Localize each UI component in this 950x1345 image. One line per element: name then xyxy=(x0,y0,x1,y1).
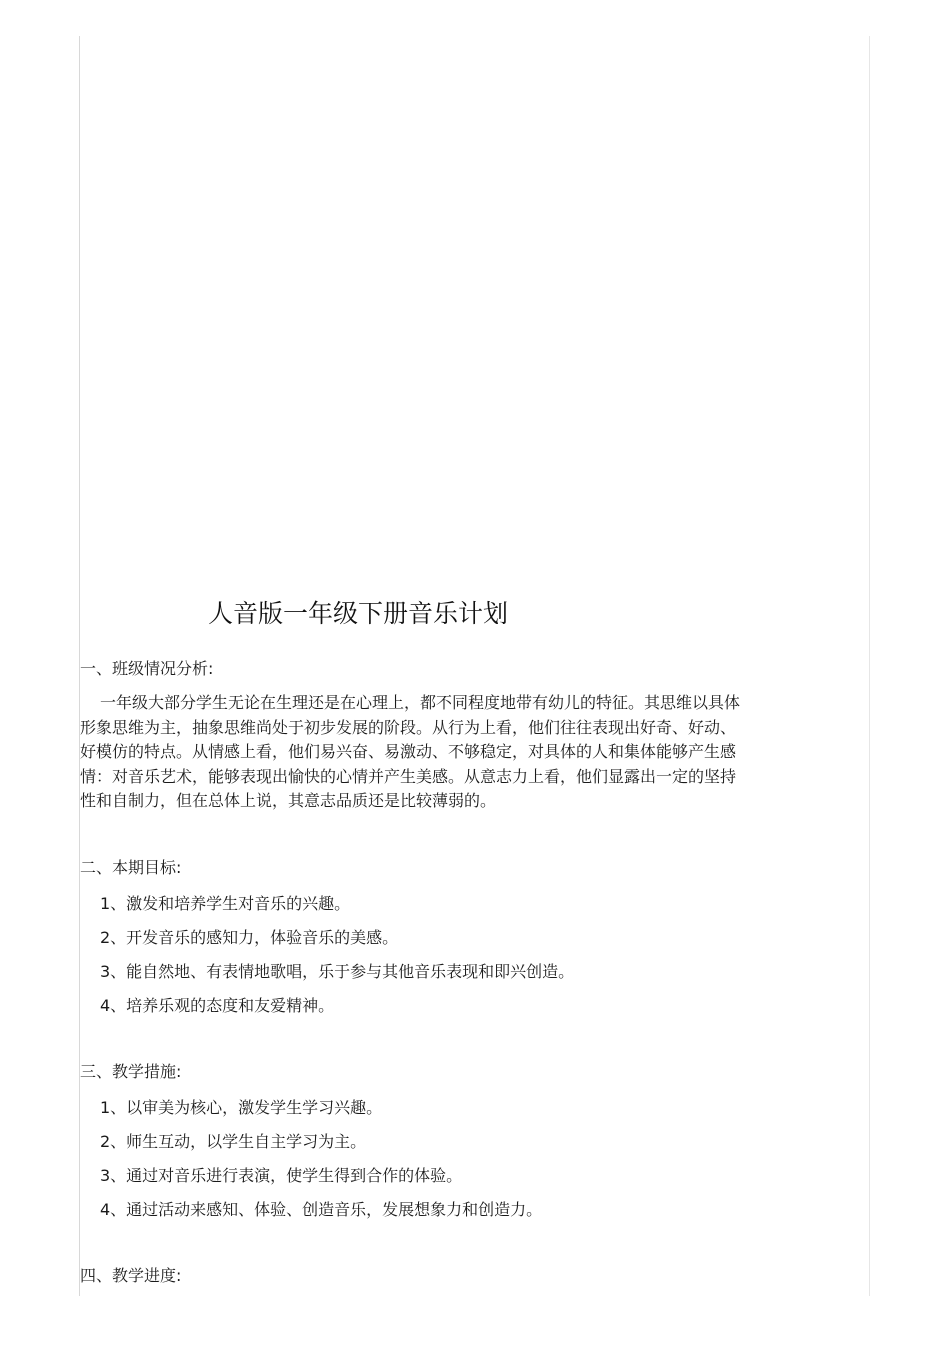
section-heading-class-analysis: 一、班级情况分析: xyxy=(80,659,214,678)
goal-item: 1、激发和培养学生对音乐的兴趣。 xyxy=(100,894,351,913)
section-heading-goals: 二、本期目标: xyxy=(80,858,182,877)
measure-item: 3、通过对音乐进行表演，使学生得到合作的体验。 xyxy=(100,1166,463,1185)
measure-item: 4、通过活动来感知、体验、创造音乐，发展想象力和创造力。 xyxy=(100,1200,543,1219)
goal-item: 3、能自然地、有表情地歌唱，乐于参与其他音乐表现和即兴创造。 xyxy=(100,962,575,981)
goal-item: 4、培养乐观的态度和友爱精神。 xyxy=(100,996,335,1015)
class-analysis-paragraph xyxy=(80,691,820,814)
paragraph-line: 情：对音乐艺术，能够表现出愉快的心情并产生美感。从意志力上看，他们显露出一定的坚持 xyxy=(80,766,737,786)
paragraph-line: 好模仿的特点。从情感上看，他们易兴奋、易激动、不够稳定，对具体的人和集体能够产生感 xyxy=(80,742,737,761)
measure-item: 1、以审美为核心，激发学生学习兴趣。 xyxy=(100,1098,383,1117)
document-title: 人音版一年级下册音乐计划 xyxy=(208,599,509,628)
section-heading-measures: 三、教学措施: xyxy=(80,1062,182,1081)
paragraph-line: 形象思维为主，抽象思维尚处于初步发展的阶段。从行为上看，他们往往表现出好奇、好动、 xyxy=(80,717,737,737)
paragraph-line: 性和自制力，但在总体上说，其意志品质还是比较薄弱的。 xyxy=(80,791,497,810)
goal-item: 2、开发音乐的感知力，体验音乐的美感。 xyxy=(100,928,399,947)
paragraph-line: 一年级大部分学生无论在生理还是在心理上，都不同程度地带有幼儿的特征。其思维以具体 xyxy=(100,693,741,712)
measure-item: 2、师生互动，以学生自主学习为主。 xyxy=(100,1132,367,1151)
section-heading-schedule: 四、教学进度: xyxy=(80,1266,182,1285)
